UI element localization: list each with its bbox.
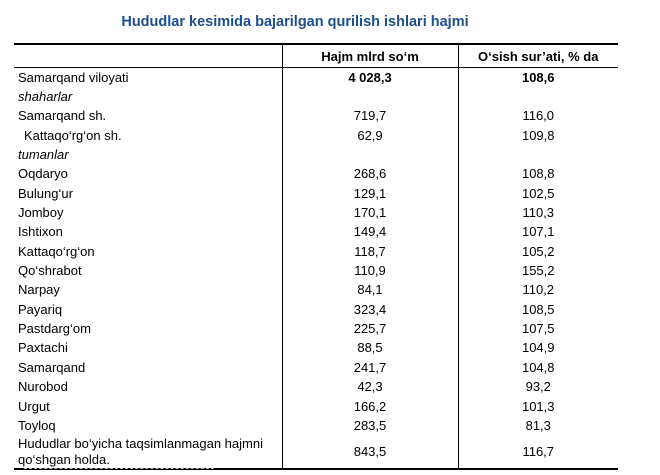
growth-cell	[458, 145, 618, 164]
region-name-cell: Ishtixon	[18, 224, 63, 240]
table-row	[14, 242, 618, 261]
table-row	[14, 300, 618, 319]
region-name-cell: Hududlar bo‘yicha taqsimlanmagan hajmni qo‘shgan holda.	[14, 436, 282, 469]
header-volume: Hajm mlrd so‘m	[282, 44, 458, 68]
growth-cell: 116,7	[458, 436, 618, 469]
growth-cell: 105,2	[458, 242, 618, 261]
region-name-cell: Bulung‘ur	[18, 185, 73, 201]
table-row	[14, 319, 618, 338]
table-row	[14, 358, 618, 377]
growth-cell: 107,1	[458, 223, 618, 242]
table-row	[14, 339, 618, 358]
volume-cell	[282, 87, 458, 106]
volume-cell: 88,5	[282, 339, 458, 358]
region-name-cell: Kattaqo‘rg‘on sh.	[24, 127, 122, 143]
volume-cell: 268,6	[282, 165, 458, 184]
growth-cell: 102,5	[458, 184, 618, 203]
growth-cell: 81,3	[458, 416, 618, 435]
table-header-row	[14, 44, 618, 68]
volume-cell: 42,3	[282, 378, 458, 397]
region-name-cell: Samarqand	[18, 359, 86, 375]
volume-cell: 149,4	[282, 223, 458, 242]
growth-cell: 110,3	[458, 203, 618, 222]
region-name-cell: Samarqand viloyati	[18, 69, 129, 85]
region-name-cell: Oqdaryo	[18, 166, 68, 182]
header-region	[14, 44, 282, 68]
table-row	[14, 184, 618, 203]
region-name-cell: shaharlar	[18, 89, 73, 105]
region-name-cell: Narpay	[18, 282, 60, 298]
region-name-cell: Toyloq	[18, 417, 56, 433]
growth-cell: 104,8	[458, 358, 618, 377]
table-row	[14, 261, 618, 280]
volume-cell: 323,4	[282, 300, 458, 319]
table-row	[14, 165, 618, 184]
region-name-cell: Urgut	[18, 398, 50, 414]
table-row	[14, 416, 618, 435]
growth-cell: 110,2	[458, 281, 618, 300]
table-body	[14, 68, 618, 469]
region-name-cell: Qo‘shrabot	[18, 263, 82, 279]
volume-cell: 129,1	[282, 184, 458, 203]
volume-cell: 84,1	[282, 281, 458, 300]
growth-cell: 107,5	[458, 319, 618, 338]
volume-cell: 118,7	[282, 242, 458, 261]
page-cut-divider	[24, 468, 214, 472]
table-row	[14, 378, 618, 397]
table-row	[14, 223, 618, 242]
table-row	[14, 145, 618, 164]
growth-cell: 116,0	[458, 107, 618, 126]
table-row	[14, 87, 618, 106]
growth-cell: 93,2	[458, 378, 618, 397]
region-name-cell: Kattaqo‘rg‘on	[18, 243, 95, 259]
volume-cell: 166,2	[282, 397, 458, 416]
table-title: Hududlar kesimida bajarilgan qurilish ishlari hajmi	[121, 14, 469, 30]
volume-cell	[282, 145, 458, 164]
header-growth: O‘sish sur’ati, % da	[458, 44, 618, 68]
volume-cell: 4 028,3	[282, 68, 458, 88]
construction-volume-table	[14, 43, 618, 470]
region-name-cell: Paxtachi	[18, 340, 68, 356]
table-row	[14, 68, 618, 88]
volume-cell: 110,9	[282, 261, 458, 280]
region-name-cell: Pastdarg‘om	[18, 321, 91, 337]
volume-cell: 62,9	[282, 126, 458, 145]
region-name-cell: Payariq	[18, 301, 63, 317]
growth-cell: 108,5	[458, 300, 618, 319]
volume-cell: 170,1	[282, 203, 458, 222]
volume-cell: 843,5	[282, 436, 458, 469]
volume-cell: 719,7	[282, 107, 458, 126]
growth-cell: 109,8	[458, 126, 618, 145]
growth-cell: 108,8	[458, 165, 618, 184]
table-row	[14, 397, 618, 416]
table-row	[14, 436, 618, 469]
table-row	[14, 107, 618, 126]
growth-cell: 104,9	[458, 339, 618, 358]
region-name-cell: Nurobod	[18, 379, 68, 395]
growth-cell	[458, 87, 618, 106]
region-name-cell: Samarqand sh.	[18, 108, 107, 124]
growth-cell: 155,2	[458, 261, 618, 280]
region-name-cell: Jomboy	[18, 205, 64, 221]
table-row	[14, 126, 618, 145]
volume-cell: 225,7	[282, 319, 458, 338]
volume-cell: 241,7	[282, 358, 458, 377]
table-row	[14, 203, 618, 222]
volume-cell: 283,5	[282, 416, 458, 435]
growth-cell: 108,6	[458, 68, 618, 88]
growth-cell: 101,3	[458, 397, 618, 416]
table-row	[14, 281, 618, 300]
region-name-cell: tumanlar	[18, 147, 69, 163]
